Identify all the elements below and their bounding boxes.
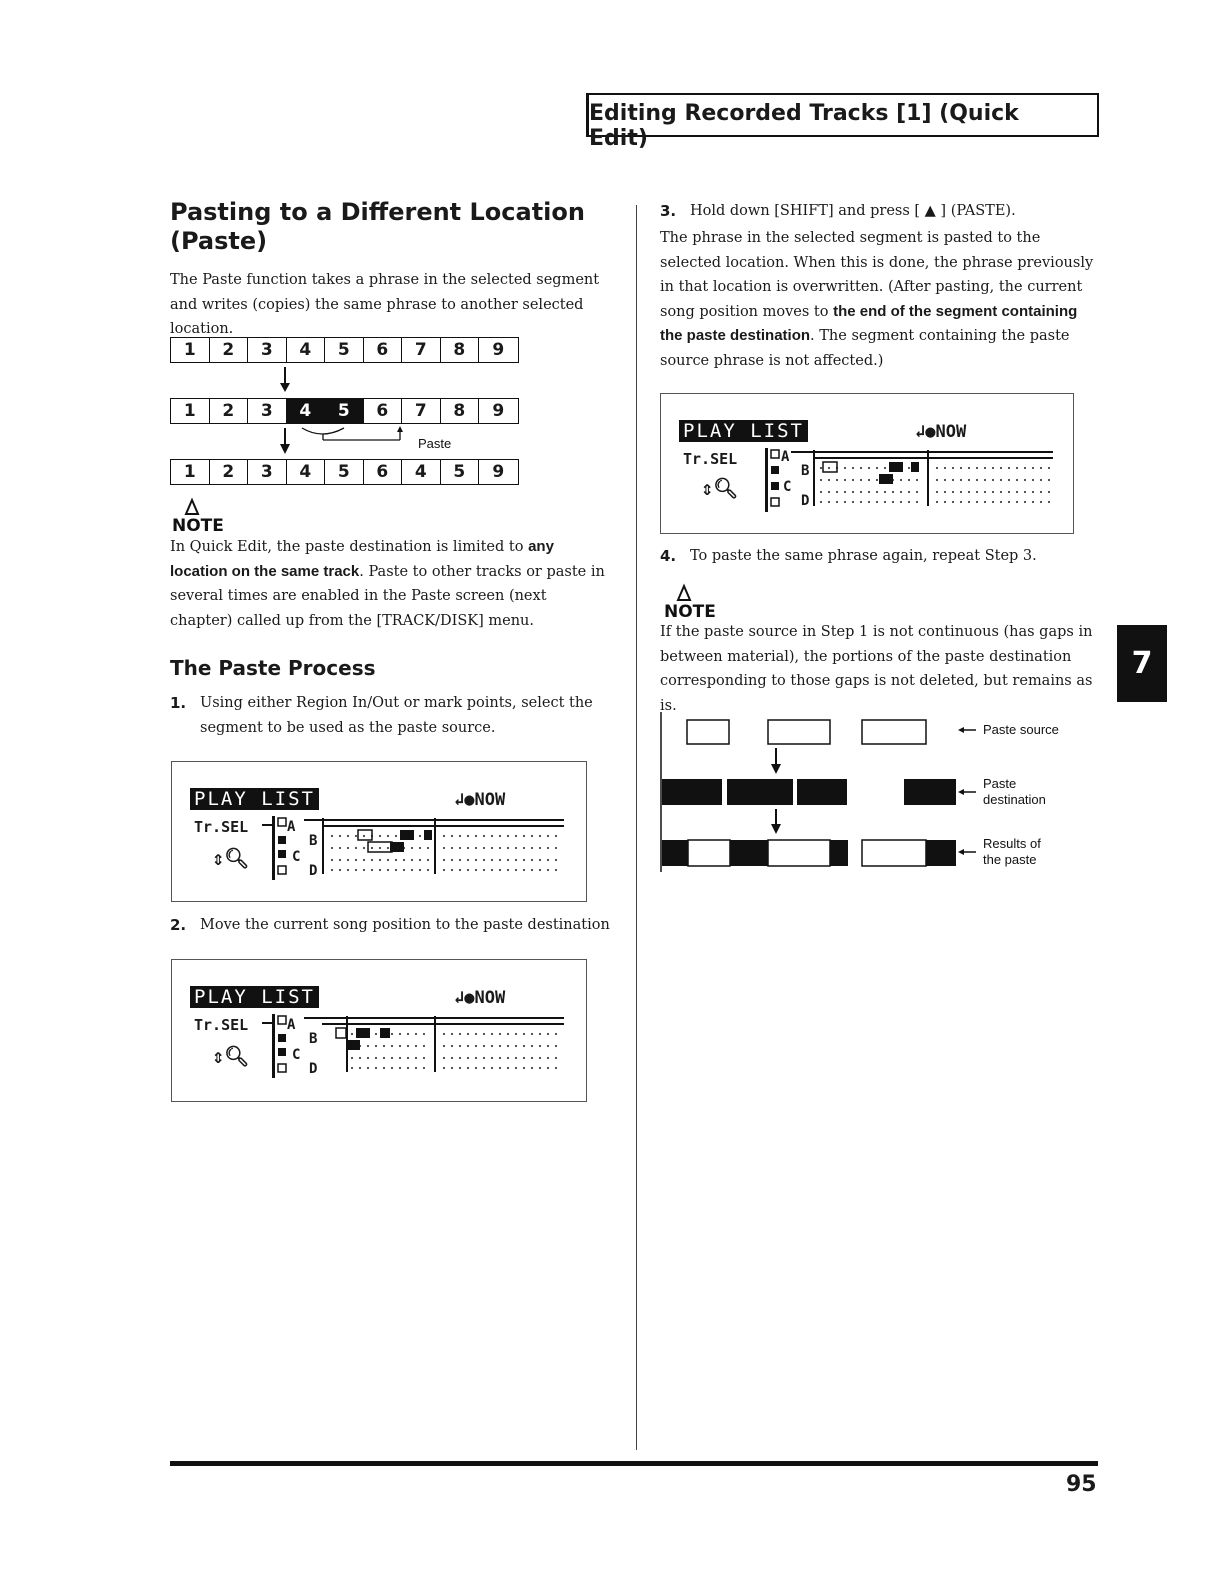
segment-row-selected [170, 398, 519, 424]
note-text: In Quick Edit, the paste destination is limited to [170, 539, 529, 555]
down-arrow-icon [270, 365, 300, 395]
lcd-track-b: B [309, 833, 318, 849]
lcd-track-c: C [292, 1047, 301, 1063]
note-icon [170, 496, 226, 536]
paragraph-text: The phrase in the selected segment is pasted to the selected location. When this is done, the phrase previously in that location is overwritten. (After pasting, the current song position moves to [660, 230, 1094, 320]
lcd-title: PLAY LIST [679, 420, 808, 442]
segment-cell: 1 [171, 399, 210, 423]
paste-connector-icon [270, 424, 410, 458]
step-number: 4. [660, 547, 677, 565]
paste-label: Paste [418, 436, 452, 451]
segment-row-result [170, 459, 519, 485]
step-number: 1. [170, 694, 187, 712]
step-text: Hold down [SHIFT] and press [ ▲ ] (PASTE). [690, 203, 1016, 219]
segment-cell: 2 [210, 399, 249, 423]
segment-cell: 7 [402, 399, 441, 423]
segment-cell: 4 [287, 338, 326, 362]
lcd-track-graphic [172, 960, 588, 1103]
note-icon [662, 582, 718, 622]
note-text: . Paste to other tracks or paste in several times are enabled in the Paste screen (next chapter) called up from the [TRACK/DISK] menu. [170, 563, 605, 629]
intro-paragraph: The Paste function takes a phrase in the selected segment and writes (copies) the same phrase to another selected location. [170, 272, 600, 337]
segment-cell: 6 [364, 460, 403, 484]
step-text: Move the current song position to the paste destination [200, 917, 610, 933]
lcd-track-c: C [292, 849, 301, 865]
paste-results-label-line2: the paste [983, 852, 1037, 867]
paste-gap-diagram [660, 712, 990, 876]
lcd-track-d: D [801, 493, 810, 509]
paste-source-label: Paste source [983, 722, 1059, 737]
segment-cell: 3 [248, 399, 287, 423]
lcd-track-c: C [783, 479, 792, 495]
note-paragraph: If the paste source in Step 1 is not continuous (has gaps in between material), the portions of the paste destination corresponding to those gaps is not deleted, but remains as is. [660, 624, 1093, 714]
running-header-title: Editing Recorded Tracks [1] (Quick Edit) [589, 101, 1019, 151]
note-bold-text: any location on the same track [170, 538, 554, 580]
paragraph-bold-text: the end of the segment containing the paste destination [660, 302, 1078, 344]
segment-cell: 6 [364, 338, 403, 362]
lcd-track-d: D [309, 863, 318, 879]
lcd-screen [660, 393, 1074, 534]
lcd-now-indicator: ↲●NOW [454, 790, 506, 810]
lcd-screen [171, 761, 587, 902]
lcd-title: PLAY LIST [190, 986, 319, 1008]
segment-cell: 5 [325, 338, 364, 362]
subheading: The Paste Process [170, 656, 376, 680]
running-header [586, 93, 1099, 151]
segment-cell-selected: 5 [325, 399, 364, 423]
segment-cell: 4 [402, 460, 441, 484]
paragraph-text: . The segment containing the paste source phrase is not affected.) [660, 328, 1070, 369]
step-number: 2. [170, 916, 187, 934]
lcd-now-label: NOW [474, 988, 506, 1008]
lcd-screen [171, 959, 587, 1102]
segment-cell: 7 [402, 338, 441, 362]
chapter-tab: 7 [1117, 625, 1167, 702]
segment-cell-selected: 4 [287, 399, 326, 423]
lcd-now-indicator: ↲●NOW [454, 988, 506, 1008]
lcd-trsel: Tr.SEL [683, 450, 738, 468]
paste-results-label-line1: Results of [983, 836, 1041, 851]
zoom-icon: ⇕🔍︎ [212, 846, 250, 870]
lcd-track-a: A [781, 449, 790, 465]
lcd-now-label: NOW [474, 790, 506, 810]
lcd-track-b: B [309, 1031, 318, 1047]
lcd-track-a: A [287, 819, 296, 835]
zoom-icon: ⇕🔍︎ [212, 1044, 250, 1068]
segment-cell: 1 [171, 338, 210, 362]
note-icon-label: NOTE [664, 602, 716, 622]
segment-cell: 1 [171, 460, 210, 484]
segment-cell: 9 [492, 401, 505, 421]
segment-row-original [170, 337, 519, 363]
segment-cell: 2 [210, 338, 249, 362]
segment-cell: 5 [325, 460, 364, 484]
segment-cell: 9 [492, 340, 505, 360]
step-3-paragraph [660, 226, 1098, 373]
lcd-trsel: Tr.SEL [194, 818, 249, 836]
lcd-track-b: B [801, 463, 810, 479]
step-text: Using either Region In/Out or mark points, select the segment to be used as the paste source. [200, 695, 593, 736]
lcd-now-indicator: ↲●NOW [915, 422, 967, 442]
lcd-trsel: Tr.SEL [194, 1016, 249, 1034]
section-heading: Pasting to a Different Location (Paste) [170, 198, 585, 255]
segment-cell: 5 [441, 460, 480, 484]
lcd-track-d: D [309, 1061, 318, 1077]
segment-cell: 2 [210, 460, 249, 484]
lcd-track-graphic [661, 394, 1075, 535]
footer-rule [170, 1461, 1098, 1466]
step-number: 3. [660, 202, 677, 220]
segment-cell: 4 [287, 460, 326, 484]
segment-cell: 8 [441, 338, 480, 362]
zoom-icon: ⇕🔍︎ [701, 476, 739, 500]
lcd-title: PLAY LIST [190, 788, 319, 810]
paste-destination-label-line1: Paste [983, 776, 1017, 791]
segment-cell: 3 [248, 338, 287, 362]
lcd-now-label: NOW [935, 422, 967, 442]
page-number: 95 [1066, 1472, 1097, 1497]
note-icon-label: NOTE [172, 516, 224, 536]
segment-cell: 8 [441, 399, 480, 423]
segment-cell: 6 [364, 399, 403, 423]
step-text: To paste the same phrase again, repeat Step 3. [690, 548, 1037, 564]
lcd-track-a: A [287, 1017, 296, 1033]
segment-cell: 3 [248, 460, 287, 484]
paste-destination-label-line2: destination [983, 792, 1046, 807]
note-paragraph [170, 535, 610, 633]
column-divider [636, 205, 637, 1450]
lcd-track-graphic [172, 762, 588, 903]
step-1 [170, 691, 610, 741]
segment-cell: 9 [492, 462, 505, 482]
